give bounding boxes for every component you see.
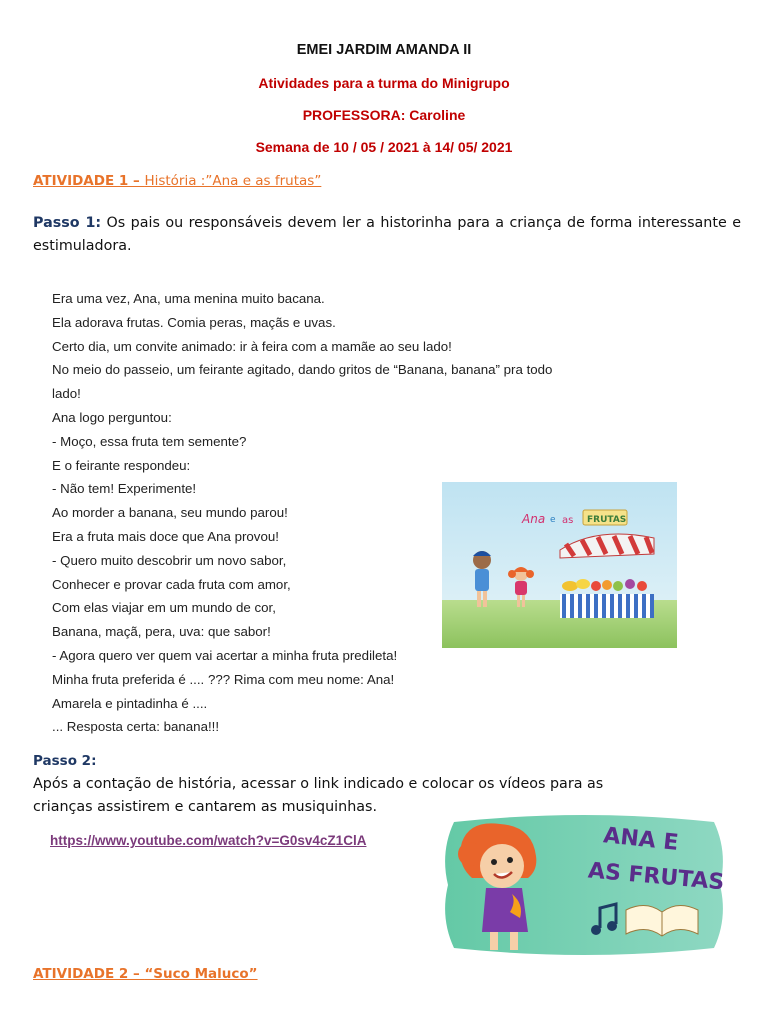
week-heading: Semana de 10 / 05 / 2021 à 14/ 05/ 2021 xyxy=(255,139,513,155)
story-line: Conhecer e provar cada fruta com amor, xyxy=(52,576,291,592)
teacher-heading: PROFESSORA: Caroline xyxy=(302,107,466,123)
svg-text:FRUTAS: FRUTAS xyxy=(587,515,627,525)
story-line: Certo dia, um convite animado: ir à feira com a mamãe ao seu lado! xyxy=(52,338,452,354)
story-line: ... Resposta certa: banana!!! xyxy=(52,719,220,735)
step-2-text: Após a contação de história, acessar o link indicado e colocar os vídeos para as crianças assistirem e cantarem as musiquinhas. xyxy=(33,776,604,815)
story-line: Era uma vez, Ana, uma menina muito bacana. xyxy=(52,291,325,306)
story-line: Com elas viajar em um mundo de cor, xyxy=(52,600,276,616)
school-name: EMEI JARDIM AMANDA II xyxy=(296,42,472,58)
svg-text:ANA E: ANA E xyxy=(602,823,680,856)
ana-fruit-logo-illustration xyxy=(440,812,728,958)
step-1-text: Os pais ou responsáveis devem ler a historinha para a criança de forma interessante e estimuladora. xyxy=(33,215,741,254)
activity-2-title xyxy=(33,966,258,982)
story-line: Ana logo perguntou: xyxy=(52,409,172,425)
story-line: Ao morder a banana, seu mundo parou! xyxy=(52,505,288,521)
step-2-label: Passo 2: xyxy=(33,753,97,769)
activities-heading: Atividades para a turma do Minigrupo xyxy=(258,75,510,91)
activity-1-prefix: ATIVIDADE 1 – xyxy=(33,173,145,189)
activity-1-name: História :”Ana e as frutas” xyxy=(144,173,322,189)
story-line: - Agora quero ver quem vai acertar a minha fruta predileta! xyxy=(52,647,398,663)
story-line: No meio do passeio, um feirante agitado, dando gritos de “Banana, banana” pra todo xyxy=(52,362,553,378)
story-line: Era a fruta mais doce que Ana provou! xyxy=(52,528,279,544)
stall-counter xyxy=(560,594,654,618)
story-line: - Moço, essa fruta tem semente? xyxy=(52,433,247,449)
activity-2-name: “Suco Maluco” xyxy=(144,966,258,982)
ana-fruit-stall-illustration xyxy=(442,482,677,648)
step-1-label: Passo 1: xyxy=(33,215,102,231)
activity-1-title xyxy=(33,173,321,189)
svg-text:e: e xyxy=(550,515,556,525)
story-line: Ela adorava frutas. Comia peras, maçãs e uvas. xyxy=(52,314,336,330)
story-line: Amarela e pintadinha é .... xyxy=(52,695,208,711)
story-line: E o feirante respondeu: xyxy=(52,457,191,473)
step-1-paragraph xyxy=(33,212,741,258)
svg-text:as: as xyxy=(562,515,574,526)
activity-2-prefix: ATIVIDADE 2 – xyxy=(33,966,145,982)
svg-text:AS FRUTAS: AS FRUTAS xyxy=(586,858,726,896)
story-line: lado! xyxy=(52,386,81,402)
story-line: Minha fruta preferida é .... ??? Rima com meu nome: Ana! xyxy=(52,671,395,687)
youtube-video-link[interactable]: https://www.youtube.com/watch?v=G0sv4cZ1ClA xyxy=(50,833,367,848)
svg-text:Ana: Ana xyxy=(522,512,546,526)
story-line: Banana, maçã, pera, uva: que sabor! xyxy=(52,624,271,640)
story-line: - Quero muito descobrir um novo sabor, xyxy=(52,552,287,568)
story-line: - Não tem! Experimente! xyxy=(52,481,197,497)
